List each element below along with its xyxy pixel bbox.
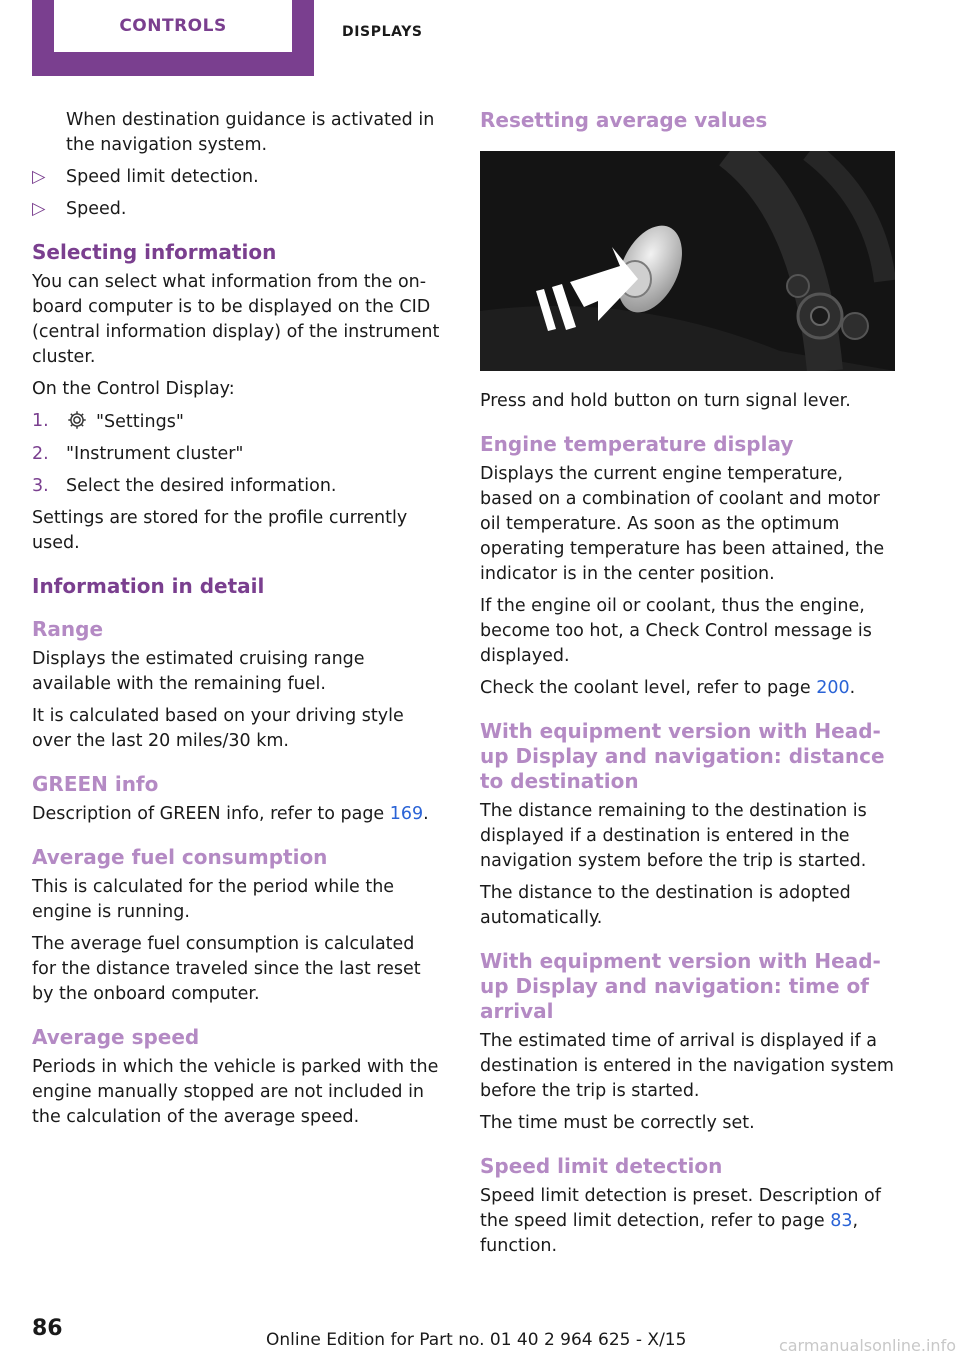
section-tab-displays[interactable]: DISPLAYS	[342, 24, 423, 40]
heading-range: Range	[32, 617, 104, 641]
paragraph: You can select what information from the on-board computer is to be displayed on the CID (central information display) of the instrument cluster.	[32, 272, 440, 367]
list-item: 3. Select the desired information.	[32, 474, 444, 499]
paragraph: The estimated time of arrival is displayed if a destination is entered in the navigation system before the trip is started.	[480, 1031, 894, 1101]
step-number: 2.	[32, 444, 49, 464]
paragraph: The time must be correctly set.	[480, 1113, 755, 1133]
left-column	[32, 108, 444, 1137]
continued-text: When destination guidance is activated in the navigation system.	[66, 110, 435, 155]
heading-information-in-detail: Information in detail	[32, 574, 265, 598]
turn-signal-lever-photo	[480, 151, 895, 371]
page-reference-link[interactable]: 169	[389, 804, 424, 824]
heading-average-fuel-consumption: Average fuel consumption	[32, 845, 328, 869]
list-item: ▷ Speed limit detection.	[32, 165, 444, 190]
bullet-triangle-icon: ▷	[32, 199, 46, 219]
right-column	[480, 108, 898, 1266]
heading-engine-temperature-display: Engine temperature display	[480, 432, 794, 456]
section-tab-controls[interactable]	[32, 0, 314, 76]
paragraph: On the Control Display:	[32, 379, 235, 399]
bullet-list	[32, 165, 444, 222]
page-reference-link[interactable]: 83	[830, 1211, 853, 1231]
gear-icon	[66, 409, 88, 431]
step-number: 3.	[32, 476, 49, 496]
list-item: ▷ Speed.	[32, 197, 444, 222]
step-number: 1.	[32, 411, 49, 431]
paragraph: Description of GREEN info, refer to page 169.	[32, 804, 429, 824]
paragraph: Settings are stored for the profile currently used.	[32, 508, 408, 553]
heading-average-speed: Average speed	[32, 1025, 200, 1049]
watermark: carmanualsonline.info	[778, 1336, 956, 1355]
paragraph: The distance remaining to the destination is displayed if a destination is entered in the navigation system before the trip is started.	[480, 801, 867, 871]
paragraph: Speed limit detection is preset. Description of the speed limit detection, refer to page 83, function.	[480, 1186, 881, 1256]
heading-speed-limit-detection: Speed limit detection	[480, 1154, 723, 1178]
steps-list	[32, 409, 444, 499]
section-tab-controls-label: CONTROLS	[54, 0, 292, 52]
heading-distance-to-destination: With equipment version with Head-up Display and navigation: distance to destination	[480, 719, 885, 793]
paragraph: Displays the estimated cruising range available with the remaining fuel.	[32, 649, 365, 694]
heading-green-info: GREEN info	[32, 772, 159, 796]
page-reference-link[interactable]: 200	[816, 678, 850, 698]
bullet-triangle-icon: ▷	[32, 167, 46, 187]
paragraph: If the engine oil or coolant, thus the engine, become too hot, a Check Control message is displayed.	[480, 596, 872, 666]
edition-footer: Online Edition for Part no. 01 40 2 964 625 - X/15	[266, 1330, 687, 1350]
list-item: 1. "Settings"	[32, 411, 184, 432]
heading-resetting-average-values: Resetting average values	[480, 108, 768, 132]
paragraph: Periods in which the vehicle is parked with the engine manually stopped are not included in the calculation of the average speed.	[32, 1057, 439, 1127]
paragraph: Displays the current engine temperature, based on a combination of coolant and motor oil temperature. As soon as the optimum operating temperature has been attained, the indicator is in the center position.	[480, 464, 885, 584]
paragraph: It is calculated based on your driving style over the last 20 miles/30 km.	[32, 706, 404, 751]
page-number: 86	[32, 1316, 63, 1341]
heading-time-of-arrival: With equipment version with Head-up Display and navigation: time of arrival	[480, 949, 881, 1023]
paragraph: The distance to the destination is adopted automatically.	[480, 883, 851, 928]
figure-caption: Press and hold button on turn signal lever.	[480, 391, 851, 411]
paragraph: Check the coolant level, refer to page 200.	[480, 678, 856, 698]
paragraph: This is calculated for the period while the engine is running.	[32, 877, 395, 922]
paragraph: The average fuel consumption is calculated for the distance traveled since the last reset by the onboard computer.	[32, 934, 421, 1004]
heading-selecting-information: Selecting information	[32, 240, 277, 264]
list-item: 2. "Instrument cluster"	[32, 442, 444, 467]
